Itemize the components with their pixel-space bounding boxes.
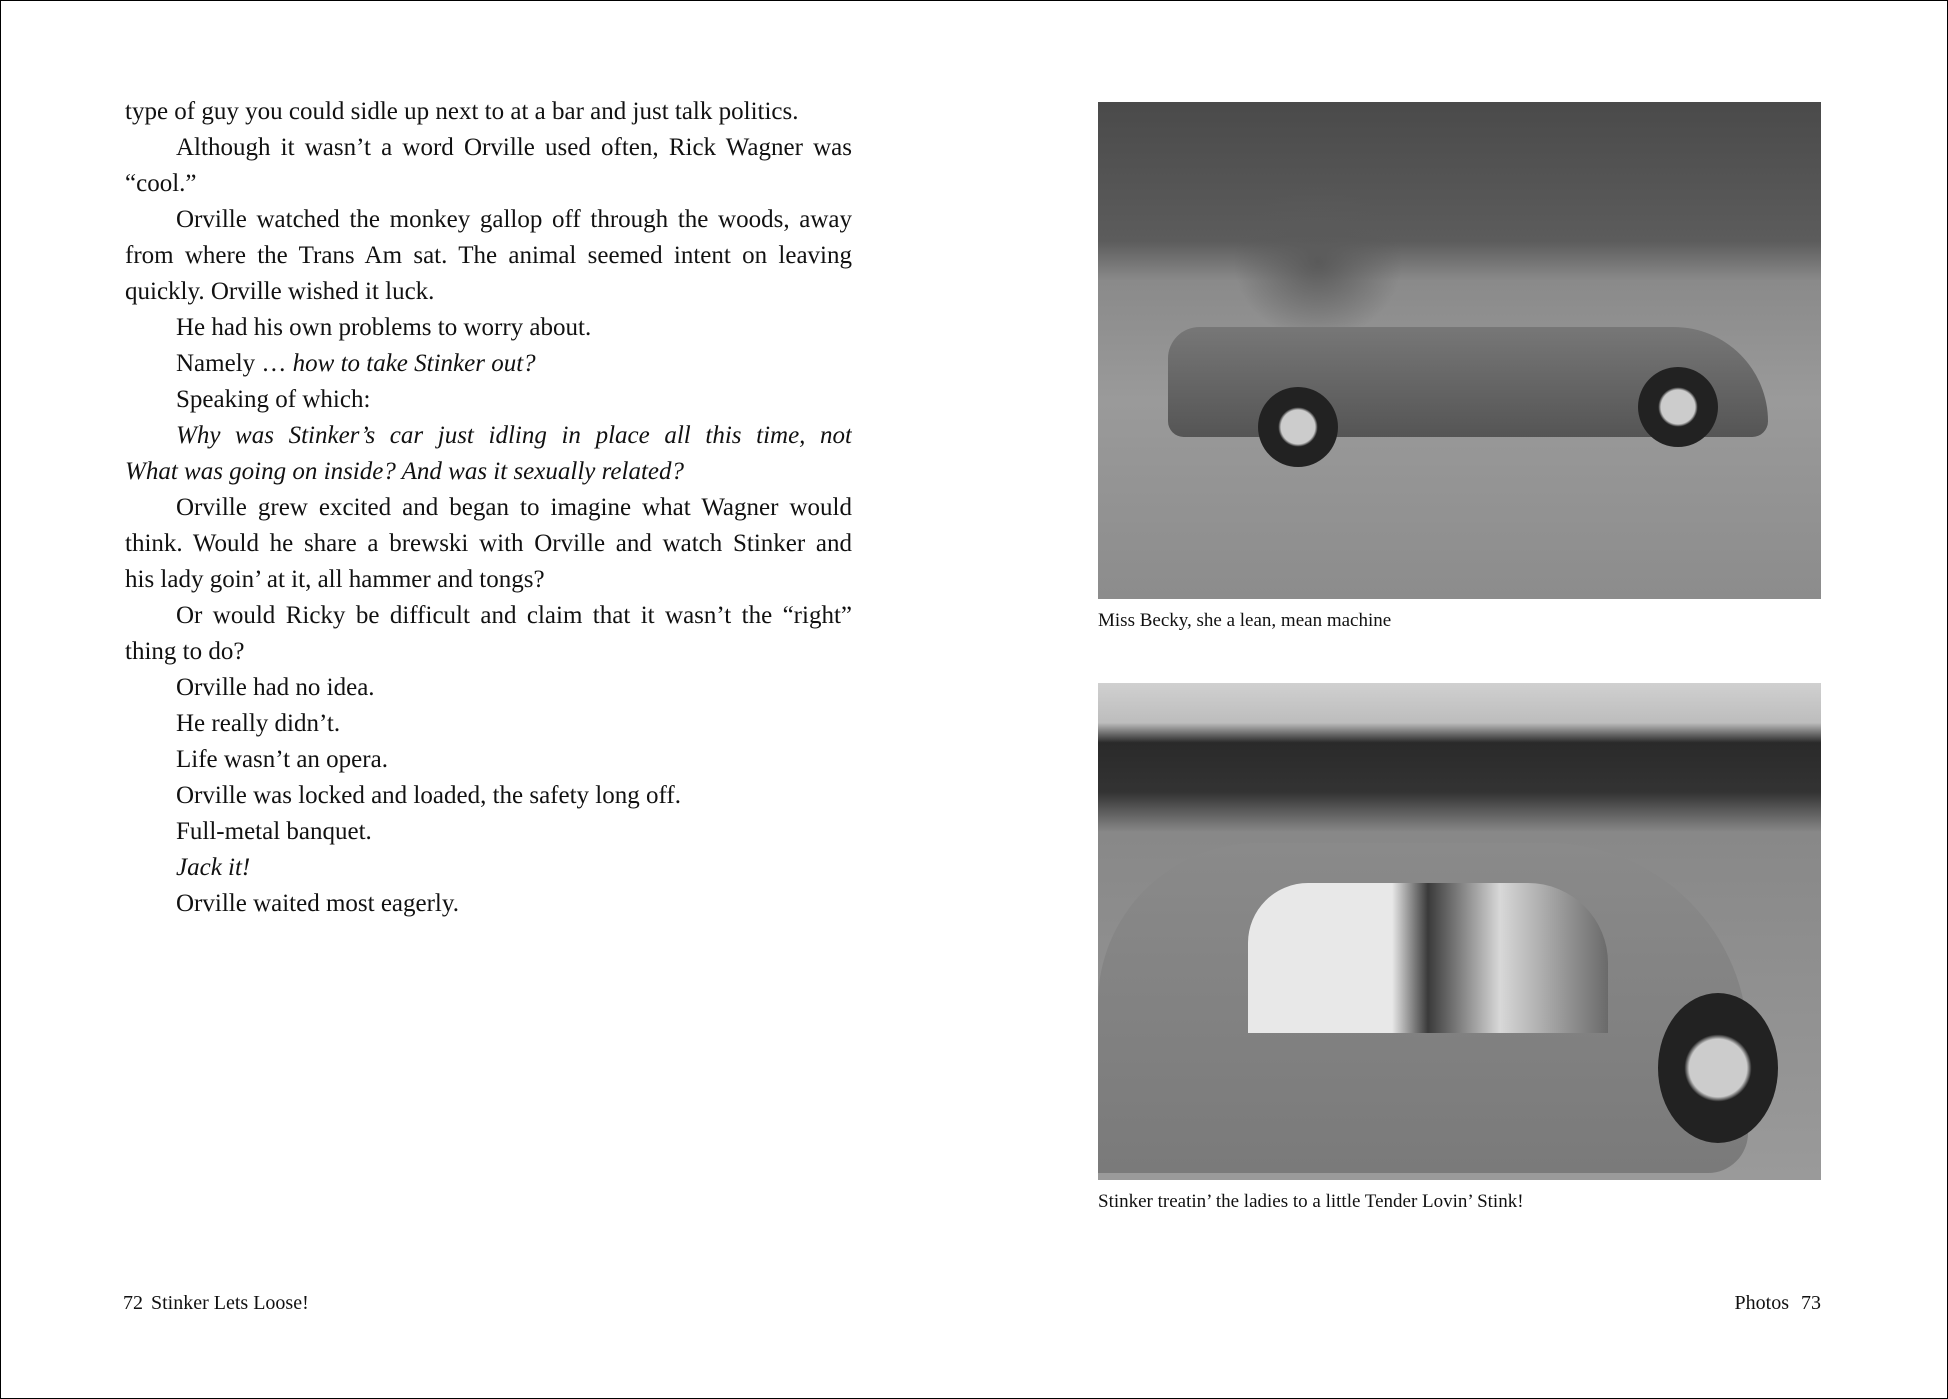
text-line bbox=[125, 346, 852, 382]
text-segment: Orville grew excited and began to imagine what Wagner would bbox=[176, 494, 852, 521]
text-segment: Although it wasn’t a word Orville used often, Rick Wagner was bbox=[176, 134, 852, 161]
text-line bbox=[125, 130, 852, 166]
text-segment: Namely … bbox=[176, 350, 293, 377]
body-text bbox=[125, 94, 852, 922]
text-segment: quickly. Orville wished it luck. bbox=[125, 278, 435, 305]
text-segment: think. Would he share a brewski with Orville and watch Stinker and bbox=[125, 530, 852, 557]
running-head: Stinker Lets Loose! bbox=[151, 1292, 309, 1314]
italic-text: What was going on inside? And was it sexually related? bbox=[125, 458, 684, 485]
text-line bbox=[125, 742, 852, 778]
text-line bbox=[125, 706, 852, 742]
photo-caption: Miss Becky, she a lean, mean machine bbox=[1098, 610, 1392, 631]
page-number: 72 bbox=[123, 1292, 143, 1314]
text-segment: Orville was locked and loaded, the safety long off. bbox=[176, 782, 681, 809]
text-segment: Orville waited most eagerly. bbox=[176, 890, 460, 917]
text-line bbox=[125, 274, 852, 310]
text-segment: He had his own problems to worry about. bbox=[176, 314, 592, 341]
car-illustration bbox=[1098, 843, 1748, 1173]
footer-left bbox=[123, 1290, 309, 1316]
text-segment: Or would Ricky be difficult and claim that it wasn’t the “right” bbox=[176, 602, 852, 629]
text-segment: from where the Trans Am sat. The animal seemed intent on leaving bbox=[125, 242, 852, 269]
text-line bbox=[125, 202, 852, 238]
text-line bbox=[125, 670, 852, 706]
page-number: 73 bbox=[1801, 1292, 1821, 1314]
car-illustration bbox=[1168, 327, 1768, 437]
text-line bbox=[125, 778, 852, 814]
text-line bbox=[125, 382, 852, 418]
text-line bbox=[125, 418, 852, 454]
text-line bbox=[125, 814, 852, 850]
text-segment: his lady goin’ at it, all hammer and tongs? bbox=[125, 566, 545, 593]
footer-right bbox=[1735, 1290, 1821, 1316]
text-segment: Orville watched the monkey gallop off through the woods, away bbox=[176, 206, 852, 233]
text-line bbox=[125, 490, 852, 526]
photo-caption: Stinker treatin’ the ladies to a little Tender Lovin’ Stink! bbox=[1098, 1191, 1524, 1212]
text-segment: Speaking of which: bbox=[176, 386, 371, 413]
text-line bbox=[125, 238, 852, 274]
text-segment: Full-metal banquet. bbox=[176, 818, 372, 845]
text-segment: Orville had no idea. bbox=[176, 674, 375, 701]
text-segment: thing to do? bbox=[125, 638, 245, 665]
text-line bbox=[125, 634, 852, 670]
text-line bbox=[125, 850, 852, 886]
text-line bbox=[125, 526, 852, 562]
photo-ladies-in-car bbox=[1098, 683, 1821, 1180]
text-segment: type of guy you could sidle up next to at a bar and just talk politics. bbox=[125, 98, 799, 125]
text-line bbox=[125, 562, 852, 598]
italic-text: Why was Stinker’s car just idling in place all this time, not bbox=[176, 422, 852, 449]
text-segment: Life wasn’t an opera. bbox=[176, 746, 388, 773]
text-segment: He really didn’t. bbox=[176, 710, 341, 737]
text-line bbox=[125, 598, 852, 634]
photo-trans-am-convertible bbox=[1098, 102, 1821, 599]
text-line bbox=[125, 310, 852, 346]
text-line bbox=[125, 166, 852, 202]
italic-text: Jack it! bbox=[176, 854, 251, 881]
text-line bbox=[125, 94, 852, 130]
text-line bbox=[125, 886, 852, 922]
text-line bbox=[125, 454, 852, 490]
running-head: Photos bbox=[1734, 1292, 1789, 1314]
italic-text: how to take Stinker out? bbox=[292, 350, 536, 377]
text-segment: “cool.” bbox=[125, 170, 197, 197]
